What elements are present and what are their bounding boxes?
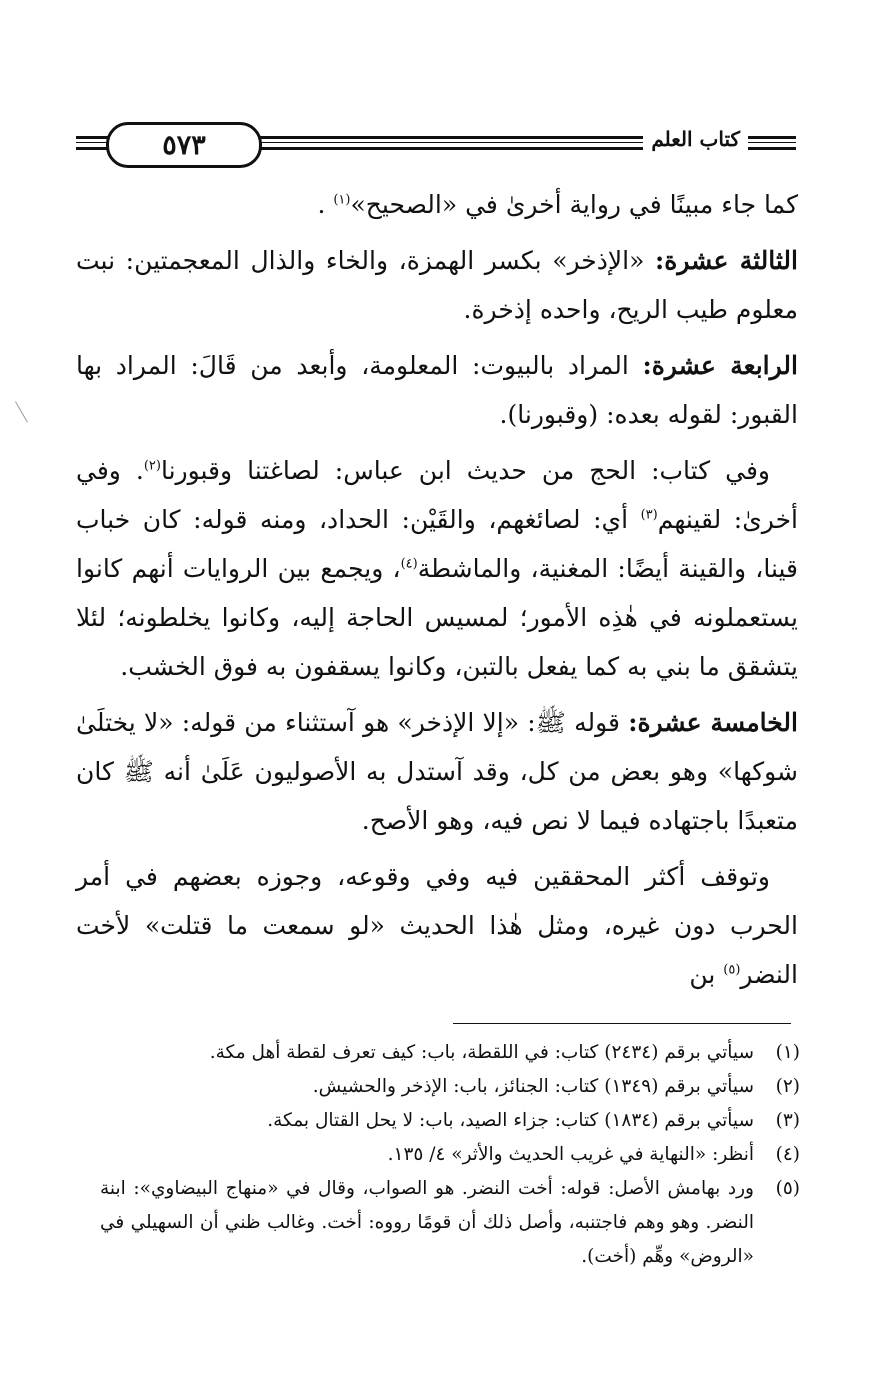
- paragraph-6: [76, 852, 798, 999]
- footnote-text: سيأتي برقم (١٨٣٤) كتاب: جزاء الصيد، باب: لا يحل القتال بمكة.: [267, 1110, 754, 1131]
- footnotes: [100, 1036, 800, 1274]
- footnote-number: (٤): [775, 1144, 800, 1165]
- paragraph-1: [76, 180, 798, 229]
- footnote-number: (٥): [775, 1178, 800, 1199]
- footnote-text: أنظر: «النهاية في غريب الحديث والأثر» ٤/ ١٣٥.: [387, 1144, 754, 1165]
- footnote-ref-5: (٥): [723, 962, 741, 978]
- paragraph-1-tail: .: [317, 190, 326, 219]
- footnote-ref-1: (١): [333, 192, 351, 208]
- footnote-item: [100, 1036, 800, 1070]
- footnote-separator: [453, 1023, 791, 1024]
- paragraph-6-part-2: بن: [689, 960, 724, 989]
- paragraph-4-part-4: ، ويجمع بين الروايات أنهم كانوا يستعملونه في هٰذِه الأمور؛ لمسيس الحاجة إليه، وكانوا يخلطونه؛ لئلا يتشقق ما بني به كما يفعل بالتبن، وكانوا يسقفون به فوق الخشب.: [76, 554, 798, 681]
- paragraph-3: [76, 341, 798, 439]
- footnote-number: (٣): [775, 1110, 800, 1131]
- paragraph-3-lead: الرابعة عشرة:: [642, 351, 798, 380]
- footnote-item: [100, 1138, 800, 1172]
- paragraph-2-lead: الثالثة عشرة:: [655, 246, 798, 275]
- footnote-text: سيأتي برقم (١٣٤٩) كتاب: الجنائز، باب: الإذخر والحشيش.: [312, 1076, 754, 1097]
- page-number: ٥٧٣: [162, 129, 206, 161]
- page-header: [76, 118, 796, 166]
- scan-mark: [15, 401, 28, 422]
- paragraph-4-part-3: أي: لصائغهم، والقَيْن: الحداد، ومنه قوله: كان خباب قينا، والقينة أيضًا: المغنية، والماشطة: [76, 505, 798, 583]
- paragraph-5-text: قوله ﷺ: «إلا الإذخر» هو آستثناء من قوله: «لا يختلَىٰ شوكها» وهو بعض من كل، وقد آستدل به الأصوليون عَلَىٰ أنه ﷺ كان متعبدًا باجتهاده فيما لا نص فيه، وهو الأصح.: [76, 708, 798, 835]
- paragraph-5-lead: الخامسة عشرة:: [628, 708, 798, 737]
- book-title: كتاب العلم: [643, 127, 748, 151]
- footnote-text: سيأتي برقم (٢٤٣٤) كتاب: في اللقطة، باب: كيف تعرف لقطة أهل مكة.: [209, 1042, 754, 1063]
- paragraph-5: [76, 698, 798, 845]
- footnote-text: ورد بهامش الأصل: قوله: أخت النضر. هو الصواب، وقال في «منهاج البيضاوي»: ابنة النضر. وهو وهم فاجتنبه، وأصل ذلك أن قومًا رووه: أخت. وغالب ظني أن السهيلي في «الروض» وهِّم (أخت).: [100, 1178, 754, 1267]
- footnote-ref-4: (٤): [400, 556, 418, 572]
- paragraph-6-part-1: وتوقف أكثر المحققين فيه وفي وقوعه، وجوزه بعضهم في أمر الحرب دون غيره، ومثل هٰذا الحديث «لو سمعت ما قتلت» لأخت النضر: [76, 862, 798, 989]
- paragraph-2-text: «الإذخر» بكسر الهمزة، والخاء والذال المعجمتين: نبت معلوم طيب الريح، واحده إذخرة.: [76, 246, 798, 324]
- paragraph-2: [76, 236, 798, 334]
- page-number-frame: [106, 122, 262, 168]
- footnote-number: (٢): [775, 1076, 800, 1097]
- paragraph-3-text: المراد بالبيوت: المعلومة، وأبعد من قَالَ: المراد بها القبور: لقوله بعده: (وقبورنا).: [76, 351, 798, 429]
- footnote-item: [100, 1104, 800, 1138]
- footnote-item: [100, 1172, 800, 1274]
- footnote-ref-2: (٢): [143, 458, 161, 474]
- paragraph-4-part-2: . وفي أخرىٰ: لقينهم: [76, 456, 798, 534]
- footnote-ref-3: (٣): [640, 507, 658, 523]
- footnote-number: (١): [775, 1042, 800, 1063]
- main-text: [76, 180, 798, 1006]
- paragraph-4: [76, 446, 798, 691]
- paragraph-4-part-1: وفي كتاب: الحج من حديث ابن عباس: لصاغتنا وقبورنا: [160, 456, 770, 485]
- footnote-item: [100, 1070, 800, 1104]
- paragraph-1-text: كما جاء مبينًا في رواية أخرىٰ في «الصحيح»: [350, 190, 798, 219]
